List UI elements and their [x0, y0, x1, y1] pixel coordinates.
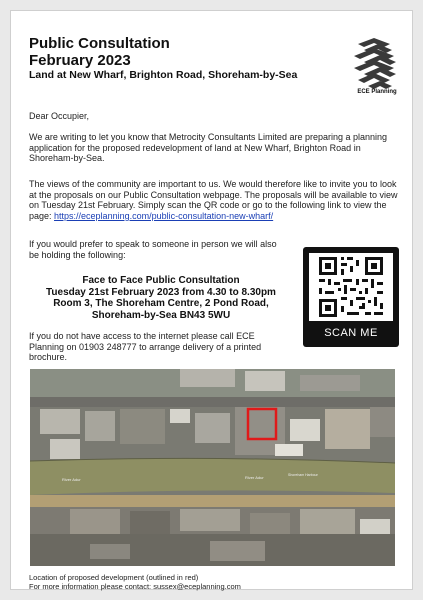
caption-line: Location of proposed development (outlined in red): [29, 573, 199, 582]
event-line-4: Shoreham-by-Sea BN43 5WU: [91, 309, 231, 321]
event-details: [41, 275, 281, 321]
greeting: Dear Occupier,: [29, 111, 90, 121]
river-label-east: River Adur: [245, 475, 264, 480]
harbour-label: Shoreham Harbour: [288, 473, 318, 477]
paragraph-intro: We are writing to let you know that Metrocity Consultants Limited are preparing a planning application for the proposed redevelopment of land at New Wharf, Brighton Road in Shoreham-by-Sea.: [29, 132, 388, 163]
event-line-1: Face to Face Public Consultation: [82, 275, 240, 286]
consultation-letter: [10, 10, 413, 590]
site-subtitle: Land at New Wharf, Brighton Road, Shoreham-by-Sea: [29, 69, 298, 81]
page-title: [29, 35, 170, 69]
consultation-link[interactable]: https://eceplanning.com/public-consultation-new-wharf/: [54, 210, 274, 221]
event-line-3: Room 3, The Shoreham Centre, 2 Pond Road,: [53, 298, 269, 309]
title-line-1: Public Consultation: [29, 35, 170, 52]
qr-code-panel[interactable]: [303, 247, 399, 347]
logo-label: ECE Planning: [357, 89, 397, 95]
contact-line: For more information please contact: sussex@eceplanning.com: [29, 582, 241, 591]
paragraph-brochure: If you do not have access to the internet please call ECE Planning on 01903 248777 to arrange delivery of a printed brochure.: [29, 331, 262, 362]
paragraph-webpage-text: The views of the community are important to us. We would therefore like to invite you to look at the proposals on our Public Consultation webpage. The proposals will be available to view on Tuesday 21st February. Simply scan the QR code or go to the following link to view the page:: [29, 179, 398, 221]
title-line-2: February 2023: [29, 52, 131, 69]
river-label-west: River Adur: [62, 477, 81, 482]
aerial-map: [30, 369, 395, 566]
event-line-2: Tuesday 21st February 2023 from 4.30 to 8.30pm: [46, 286, 276, 298]
paragraph-in-person: If you would prefer to speak to someone in person we will also be holding the following:: [29, 239, 277, 260]
ece-planning-logo-icon: [350, 29, 400, 107]
map-caption: [29, 573, 241, 591]
paragraph-webpage: [29, 179, 399, 221]
qr-code-icon: [309, 253, 393, 321]
scan-me-label: SCAN ME: [324, 327, 378, 339]
